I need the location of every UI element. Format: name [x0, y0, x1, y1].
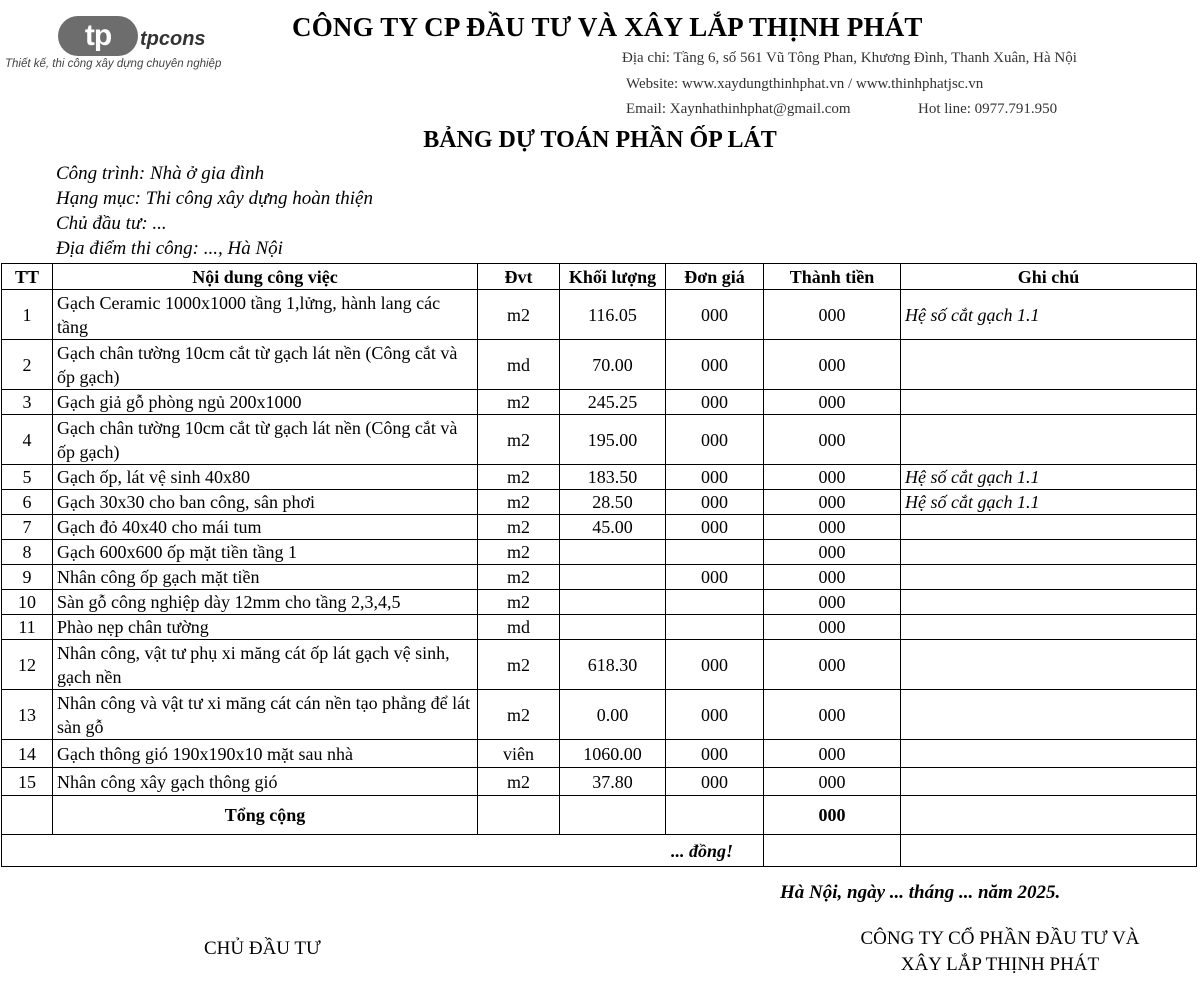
row-content: Nhân công xây gạch thông gió	[53, 768, 478, 796]
row-note	[901, 340, 1197, 390]
row-number: 12	[2, 640, 53, 690]
row-amount: 000	[764, 390, 901, 415]
table-row	[2, 615, 1197, 640]
row-amount: 000	[764, 640, 901, 690]
header-content: Nội dung công việc	[53, 264, 478, 290]
project-category: Hạng mục: Thi công xây dựng hoàn thiện	[56, 188, 373, 209]
logo-wordmark: tpcons	[140, 28, 206, 50]
row-unit: m2	[478, 515, 560, 540]
company-signature-label	[820, 926, 1180, 978]
row-unit: m2	[478, 540, 560, 565]
company-logo: tp	[58, 16, 138, 56]
row-number: 4	[2, 415, 53, 465]
row-note: Hệ số cắt gạch 1.1	[901, 465, 1197, 490]
row-quantity: 1060.00	[560, 740, 666, 768]
row-unit: m2	[478, 465, 560, 490]
row-note	[901, 690, 1197, 740]
row-quantity: 37.80	[560, 768, 666, 796]
row-content: Sàn gỗ công nghiệp dày 12mm cho tầng 2,3,4,5	[53, 590, 478, 615]
row-unit: viên	[478, 740, 560, 768]
row-amount: 000	[764, 615, 901, 640]
table-row	[2, 768, 1197, 796]
row-unit: m2	[478, 390, 560, 415]
company-website: Website: www.xaydungthinhphat.vn / www.thinhphatjsc.vn	[626, 76, 984, 92]
row-note	[901, 515, 1197, 540]
table-row	[2, 690, 1197, 740]
row-content: Gạch chân tường 10cm cắt từ gạch lát nền (Công cắt và ốp gạch)	[53, 415, 478, 465]
row-amount: 000	[764, 290, 901, 340]
total-label: Tổng cộng	[53, 796, 478, 835]
company-signature-line2: XÂY LẮP THỊNH PHÁT	[900, 954, 1100, 975]
row-quantity: 116.05	[560, 290, 666, 340]
row-amount: 000	[764, 465, 901, 490]
row-note	[901, 415, 1197, 465]
table-row	[2, 565, 1197, 590]
row-unit: m2	[478, 415, 560, 465]
table-row	[2, 740, 1197, 768]
row-content: Gạch chân tường 10cm cắt từ gạch lát nền (Công cắt và ốp gạch)	[53, 340, 478, 390]
row-note	[901, 540, 1197, 565]
row-content: Nhân công và vật tư xi măng cát cán nền tạo phẳng để lát sàn gỗ	[53, 690, 478, 740]
row-note	[901, 640, 1197, 690]
row-number: 1	[2, 290, 53, 340]
row-number: 5	[2, 465, 53, 490]
table-row	[2, 490, 1197, 515]
table-row	[2, 515, 1197, 540]
table-row	[2, 340, 1197, 390]
row-unit: m2	[478, 490, 560, 515]
header-unit-price: Đơn giá	[666, 264, 764, 290]
row-unit: m2	[478, 640, 560, 690]
row-quantity: 45.00	[560, 515, 666, 540]
project-name: Công trình: Nhà ở gia đình	[56, 163, 265, 184]
row-quantity	[560, 565, 666, 590]
row-number: 11	[2, 615, 53, 640]
amount-in-words: ... đồng!	[2, 835, 764, 867]
table-row	[2, 540, 1197, 565]
row-quantity: 70.00	[560, 340, 666, 390]
row-unit-price: 000	[666, 690, 764, 740]
header-note: Ghi chú	[901, 264, 1197, 290]
header-tt: TT	[2, 264, 53, 290]
company-address: Địa chỉ: Tầng 6, số 561 Vũ Tông Phan, Khương Đình, Thanh Xuân, Hà Nội	[622, 50, 1077, 66]
company-email: Email: Xaynhathinhphat@gmail.com	[626, 101, 851, 117]
company-hotline: Hot line: 0977.791.950	[918, 101, 1058, 117]
project-owner: Chủ đầu tư: ...	[56, 213, 167, 234]
row-unit: md	[478, 615, 560, 640]
header-unit: Đvt	[478, 264, 560, 290]
row-quantity	[560, 590, 666, 615]
row-quantity: 195.00	[560, 415, 666, 465]
row-quantity: 183.50	[560, 465, 666, 490]
row-unit: m2	[478, 768, 560, 796]
row-unit-price: 000	[666, 415, 764, 465]
row-amount: 000	[764, 690, 901, 740]
row-unit-price: 000	[666, 340, 764, 390]
row-unit: m2	[478, 565, 560, 590]
row-amount: 000	[764, 565, 901, 590]
row-note	[901, 590, 1197, 615]
row-quantity	[560, 615, 666, 640]
row-number: 3	[2, 390, 53, 415]
row-unit-price	[666, 540, 764, 565]
table-row	[2, 290, 1197, 340]
table-row	[2, 590, 1197, 615]
row-number: 10	[2, 590, 53, 615]
row-number: 7	[2, 515, 53, 540]
company-name: CÔNG TY CP ĐẦU TƯ VÀ XÂY LẮP THỊNH PHÁT	[292, 12, 923, 42]
row-quantity: 245.25	[560, 390, 666, 415]
header-quantity: Khối lượng	[560, 264, 666, 290]
row-note	[901, 740, 1197, 768]
project-location: Địa điểm thi công: ..., Hà Nội	[56, 238, 283, 259]
row-amount: 000	[764, 515, 901, 540]
row-amount: 000	[764, 415, 901, 465]
row-unit-price: 000	[666, 390, 764, 415]
row-unit-price: 000	[666, 640, 764, 690]
row-unit: md	[478, 340, 560, 390]
row-note	[901, 565, 1197, 590]
row-number: 13	[2, 690, 53, 740]
row-amount: 000	[764, 540, 901, 565]
company-slogan: Thiết kế, thi công xây dựng chuyên nghiệp	[5, 58, 222, 70]
row-number: 9	[2, 565, 53, 590]
row-content: Gạch giả gỗ phòng ngủ 200x1000	[53, 390, 478, 415]
row-unit-price	[666, 590, 764, 615]
total-row	[2, 796, 1197, 835]
row-unit-price: 000	[666, 768, 764, 796]
amount-in-words-row	[2, 835, 1197, 867]
row-content: Gạch thông gió 190x190x10 mặt sau nhà	[53, 740, 478, 768]
row-quantity	[560, 540, 666, 565]
row-content: Gạch 600x600 ốp mặt tiền tầng 1	[53, 540, 478, 565]
row-note: Hệ số cắt gạch 1.1	[901, 490, 1197, 515]
row-note	[901, 768, 1197, 796]
row-content: Gạch ốp, lát vệ sinh 40x80	[53, 465, 478, 490]
row-unit-price: 000	[666, 565, 764, 590]
row-unit: m2	[478, 290, 560, 340]
document-date: Hà Nội, ngày ... tháng ... năm 2025.	[780, 882, 1061, 903]
row-number: 2	[2, 340, 53, 390]
company-signature-line1: CÔNG TY CỔ PHẦN ĐẦU TƯ VÀ	[860, 928, 1140, 949]
row-unit-price	[666, 615, 764, 640]
table-row	[2, 415, 1197, 465]
row-note	[901, 615, 1197, 640]
row-quantity: 0.00	[560, 690, 666, 740]
row-content: Phào nẹp chân tường	[53, 615, 478, 640]
row-number: 14	[2, 740, 53, 768]
row-unit-price: 000	[666, 515, 764, 540]
row-unit: m2	[478, 690, 560, 740]
row-number: 8	[2, 540, 53, 565]
row-unit-price: 000	[666, 740, 764, 768]
owner-signature-label: CHỦ ĐẦU TƯ	[204, 938, 321, 959]
row-content: Gạch 30x30 cho ban công, sân phơi	[53, 490, 478, 515]
row-quantity: 28.50	[560, 490, 666, 515]
row-quantity: 618.30	[560, 640, 666, 690]
row-content: Nhân công, vật tư phụ xi măng cát ốp lát gạch vệ sinh, gạch nền	[53, 640, 478, 690]
row-amount: 000	[764, 768, 901, 796]
row-unit: m2	[478, 590, 560, 615]
total-amount: 000	[764, 796, 901, 835]
row-amount: 000	[764, 590, 901, 615]
table-row	[2, 390, 1197, 415]
header-amount: Thành tiền	[764, 264, 901, 290]
row-unit-price: 000	[666, 290, 764, 340]
row-note	[901, 390, 1197, 415]
row-content: Gạch Ceramic 1000x1000 tầng 1,lửng, hành lang các tầng	[53, 290, 478, 340]
row-number: 15	[2, 768, 53, 796]
row-number: 6	[2, 490, 53, 515]
row-unit-price: 000	[666, 490, 764, 515]
row-note: Hệ số cắt gạch 1.1	[901, 290, 1197, 340]
row-amount: 000	[764, 340, 901, 390]
table-row	[2, 640, 1197, 690]
row-content: Nhân công ốp gạch mặt tiền	[53, 565, 478, 590]
table-header-row	[2, 264, 1197, 290]
row-amount: 000	[764, 490, 901, 515]
row-amount: 000	[764, 740, 901, 768]
table-row	[2, 465, 1197, 490]
row-content: Gạch đỏ 40x40 cho mái tum	[53, 515, 478, 540]
estimate-table	[1, 263, 1197, 867]
document-title: BẢNG DỰ TOÁN PHẦN ỐP LÁT	[423, 127, 777, 153]
row-unit-price: 000	[666, 465, 764, 490]
